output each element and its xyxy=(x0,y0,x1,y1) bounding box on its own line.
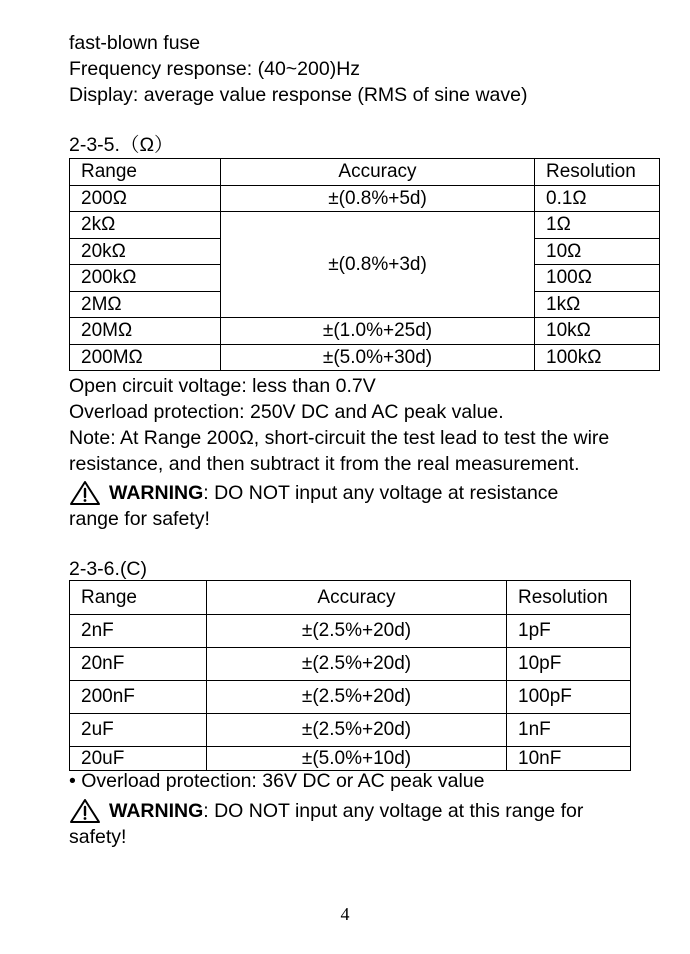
cell-resolution: 100Ω xyxy=(535,265,660,292)
table-row xyxy=(70,648,631,681)
resistance-warning-cont: range for safety! xyxy=(69,508,210,530)
cell-range: 20uF xyxy=(70,747,207,771)
cell-resolution: 1kΩ xyxy=(535,291,660,318)
cell-accuracy: ±(2.5%+20d) xyxy=(207,648,507,681)
table-row xyxy=(70,747,631,771)
table-row xyxy=(70,615,631,648)
capacitance-table xyxy=(69,580,631,771)
warning-triangle-icon xyxy=(69,480,101,506)
cell-accuracy: ±(1.0%+25d) xyxy=(221,318,535,345)
table-row xyxy=(70,681,631,714)
resistance-note-2: Overload protection: 250V DC and AC peak value. xyxy=(69,401,504,423)
header-accuracy: Accuracy xyxy=(221,159,535,186)
table-row xyxy=(70,714,631,747)
cell-accuracy: ±(2.5%+20d) xyxy=(207,714,507,747)
cell-resolution: 1pF xyxy=(507,615,631,648)
cell-range: 20kΩ xyxy=(70,238,221,265)
table-row xyxy=(70,212,660,239)
cell-range: 200MΩ xyxy=(70,344,221,371)
cell-resolution: 10nF xyxy=(507,747,631,771)
cell-resolution: 10Ω xyxy=(535,238,660,265)
header-accuracy: Accuracy xyxy=(207,581,507,615)
cell-range: 2uF xyxy=(70,714,207,747)
resistance-warning xyxy=(69,480,558,506)
capacitance-heading: 2-3-6.(C) xyxy=(69,558,148,580)
cell-range: 2MΩ xyxy=(70,291,221,318)
table-row xyxy=(70,344,660,371)
cell-resolution: 0.1Ω xyxy=(535,185,660,212)
warning-triangle-icon xyxy=(69,798,101,824)
table-row xyxy=(70,318,660,345)
cell-resolution: 100kΩ xyxy=(535,344,660,371)
warning-label: WARNING xyxy=(109,482,204,504)
cell-accuracy: ±(5.0%+30d) xyxy=(221,344,535,371)
cell-range: 2nF xyxy=(70,615,207,648)
header-resolution: Resolution xyxy=(535,159,660,186)
intro-line-1: fast-blown fuse xyxy=(69,32,201,54)
cell-range: 20nF xyxy=(70,648,207,681)
warning-text: : DO NOT input any voltage at this range for xyxy=(203,800,584,822)
cell-range: 200Ω xyxy=(70,185,221,212)
intro-line-3: Display: average value response (RMS of sine wave) xyxy=(69,84,528,106)
header-range: Range xyxy=(70,581,207,615)
resistance-table xyxy=(69,158,660,371)
table-row xyxy=(70,185,660,212)
warning-text: : DO NOT input any voltage at resistance xyxy=(203,482,559,504)
cell-resolution: 100pF xyxy=(507,681,631,714)
cell-range: 200kΩ xyxy=(70,265,221,292)
cell-accuracy-merged: ±(0.8%+3d) xyxy=(221,212,535,318)
cell-range: 20MΩ xyxy=(70,318,221,345)
page-number: 4 xyxy=(340,904,350,924)
cell-accuracy: ±(0.8%+5d) xyxy=(221,185,535,212)
cell-accuracy: ±(5.0%+10d) xyxy=(207,747,507,771)
cell-resolution: 10kΩ xyxy=(535,318,660,345)
resistance-note-1: Open circuit voltage: less than 0.7V xyxy=(69,375,376,397)
resistance-note-4: resistance, and then subtract it from the real measurement. xyxy=(69,453,580,475)
capacitance-warning xyxy=(69,798,583,824)
table-header-row xyxy=(70,581,631,615)
warning-label: WARNING xyxy=(109,800,204,822)
capacitance-warning-cont: safety! xyxy=(69,826,127,848)
header-resolution: Resolution xyxy=(507,581,631,615)
resistance-heading: 2-3-5.（Ω） xyxy=(69,134,174,156)
resistance-note-3: Note: At Range 200Ω, short-circuit the test lead to test the wire xyxy=(69,427,610,449)
cell-range: 200nF xyxy=(70,681,207,714)
cell-resolution: 1Ω xyxy=(535,212,660,239)
cell-accuracy: ±(2.5%+20d) xyxy=(207,681,507,714)
table-header-row xyxy=(70,159,660,186)
intro-line-2: Frequency response: (40~200)Hz xyxy=(69,58,361,80)
cell-accuracy: ±(2.5%+20d) xyxy=(207,615,507,648)
cell-range: 2kΩ xyxy=(70,212,221,239)
cell-resolution: 10pF xyxy=(507,648,631,681)
cell-resolution: 1nF xyxy=(507,714,631,747)
capacitance-note: • Overload protection: 36V DC or AC peak value xyxy=(69,770,485,792)
header-range: Range xyxy=(70,159,221,186)
